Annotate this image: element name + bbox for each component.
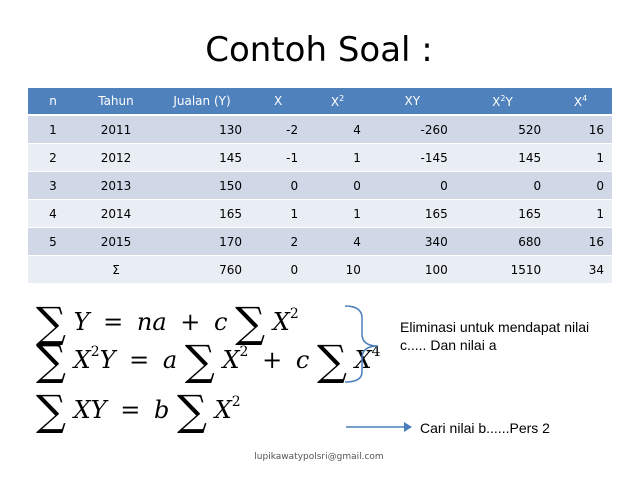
cell-sum-x4: 34 [549, 256, 612, 284]
eq2-term1: a [162, 346, 178, 374]
cell-tahun: 2015 [78, 228, 154, 256]
eq2-exp1: 2 [239, 344, 249, 360]
eq2-var2: X [354, 346, 372, 374]
cell-sum-jualan: 760 [154, 256, 250, 284]
cell-x2: 1 [306, 144, 369, 172]
eq2-plus: + [262, 346, 283, 374]
eq3-exp: 2 [231, 394, 241, 410]
eq3-equals: = [120, 396, 141, 424]
cell-jualan: 170 [154, 228, 250, 256]
eq3-term1: b [153, 396, 170, 424]
header-x4-base: X [573, 94, 583, 109]
cell-tahun: 2011 [78, 115, 154, 144]
cell-n: 4 [28, 200, 78, 228]
cell-x4: 0 [549, 172, 612, 200]
eq2-var1: X [222, 346, 240, 374]
sigma-symbol: ∑ [36, 386, 66, 435]
header-jualan: Jualan (Y) [154, 88, 250, 115]
eq1-var: X [272, 308, 290, 336]
cell-x: 1 [250, 200, 306, 228]
cell-jualan: 145 [154, 144, 250, 172]
cell-x2y: 165 [456, 200, 549, 228]
eq3-var: X [214, 396, 232, 424]
sigma-symbol: ∑ [235, 298, 266, 347]
cell-xy: -145 [369, 144, 456, 172]
cell-sum-xy: 100 [369, 256, 456, 284]
right-brace-icon [345, 306, 378, 382]
slide-title: Contoh Soal : [205, 30, 433, 70]
sigma-symbol: ∑ [176, 386, 207, 435]
header-n: n [28, 88, 78, 115]
eq2-equals: = [129, 346, 150, 374]
cell-x2: 4 [306, 115, 369, 144]
cell-xy: 165 [369, 200, 456, 228]
eq2-lhs: X [73, 346, 91, 374]
cell-x2: 1 [306, 200, 369, 228]
cell-x: 0 [250, 172, 306, 200]
footer-email: lupikawatypolsri@gmail.com [254, 452, 384, 462]
elimination-note: Eliminasi untuk mendapat nilai c..... Dan nilai a [400, 319, 590, 353]
header-x: X [250, 88, 306, 115]
header-x2-exp: 2 [339, 93, 345, 103]
cell-n: 5 [28, 228, 78, 256]
cell-x: 2 [250, 228, 306, 256]
cell-jualan: 150 [154, 172, 250, 200]
arrow-right-icon [346, 422, 412, 432]
header-x2y-tail: Y [505, 94, 513, 109]
cell-x2y: 0 [456, 172, 549, 200]
eq1-term2: c [214, 308, 228, 336]
cell-n: 1 [28, 115, 78, 144]
cell-x2y: 680 [456, 228, 549, 256]
cell-sum-x2: 10 [306, 256, 369, 284]
cell-jualan: 130 [154, 115, 250, 144]
cell-x4: 16 [549, 228, 612, 256]
eq2-lhs-tail: Y [99, 346, 116, 374]
cell-x: -2 [250, 115, 306, 144]
cell-x: -1 [250, 144, 306, 172]
sigma-symbol: ∑ [184, 336, 215, 385]
sigma-symbol: ∑ [36, 298, 66, 347]
cell-tahun: 2013 [78, 172, 154, 200]
cell-x4: 1 [549, 144, 612, 172]
eq1-equals: = [103, 308, 124, 336]
header-x2y-base: X [492, 94, 501, 109]
eq1-term1: na [136, 308, 167, 336]
sigma-symbol: ∑ [316, 336, 347, 385]
eq2-term2: c [295, 346, 310, 374]
header-x4-exp: 4 [582, 93, 588, 103]
cell-x4: 16 [549, 115, 612, 144]
eq3-lhs: XY [73, 396, 107, 424]
header-x2y-exp: 2 [500, 93, 506, 103]
cell-tahun: 2014 [78, 200, 154, 228]
sigma-symbol: ∑ [36, 336, 66, 385]
cell-sum-x2y: 1510 [456, 256, 549, 284]
cell-x2: 4 [306, 228, 369, 256]
cell-n: 3 [28, 172, 78, 200]
cell-x2: 0 [306, 172, 369, 200]
cell-x2y: 520 [456, 115, 549, 144]
cell-n: 2 [28, 144, 78, 172]
eq2-lhs-exp: 2 [90, 344, 100, 360]
cell-jualan: 165 [154, 200, 250, 228]
eq1-plus: + [180, 308, 201, 336]
cell-sum-x: 0 [250, 256, 306, 284]
cell-xy: 340 [369, 228, 456, 256]
eq2-exp2: 4 [371, 344, 381, 360]
cell-sum-symbol: Σ [78, 256, 154, 284]
cell-x2y: 145 [456, 144, 549, 172]
cell-xy: -260 [369, 115, 456, 144]
eq1-exp: 2 [289, 306, 299, 322]
eq1-lhs: Y [73, 308, 90, 336]
header-xy: XY [369, 88, 456, 115]
cell-tahun: 2012 [78, 144, 154, 172]
find-b-note: Cari nilai b......Pers 2 [420, 420, 550, 436]
cell-xy: 0 [369, 172, 456, 200]
header-tahun: Tahun [78, 88, 154, 115]
header-x2-base: X [330, 94, 340, 109]
cell-x4: 1 [549, 200, 612, 228]
